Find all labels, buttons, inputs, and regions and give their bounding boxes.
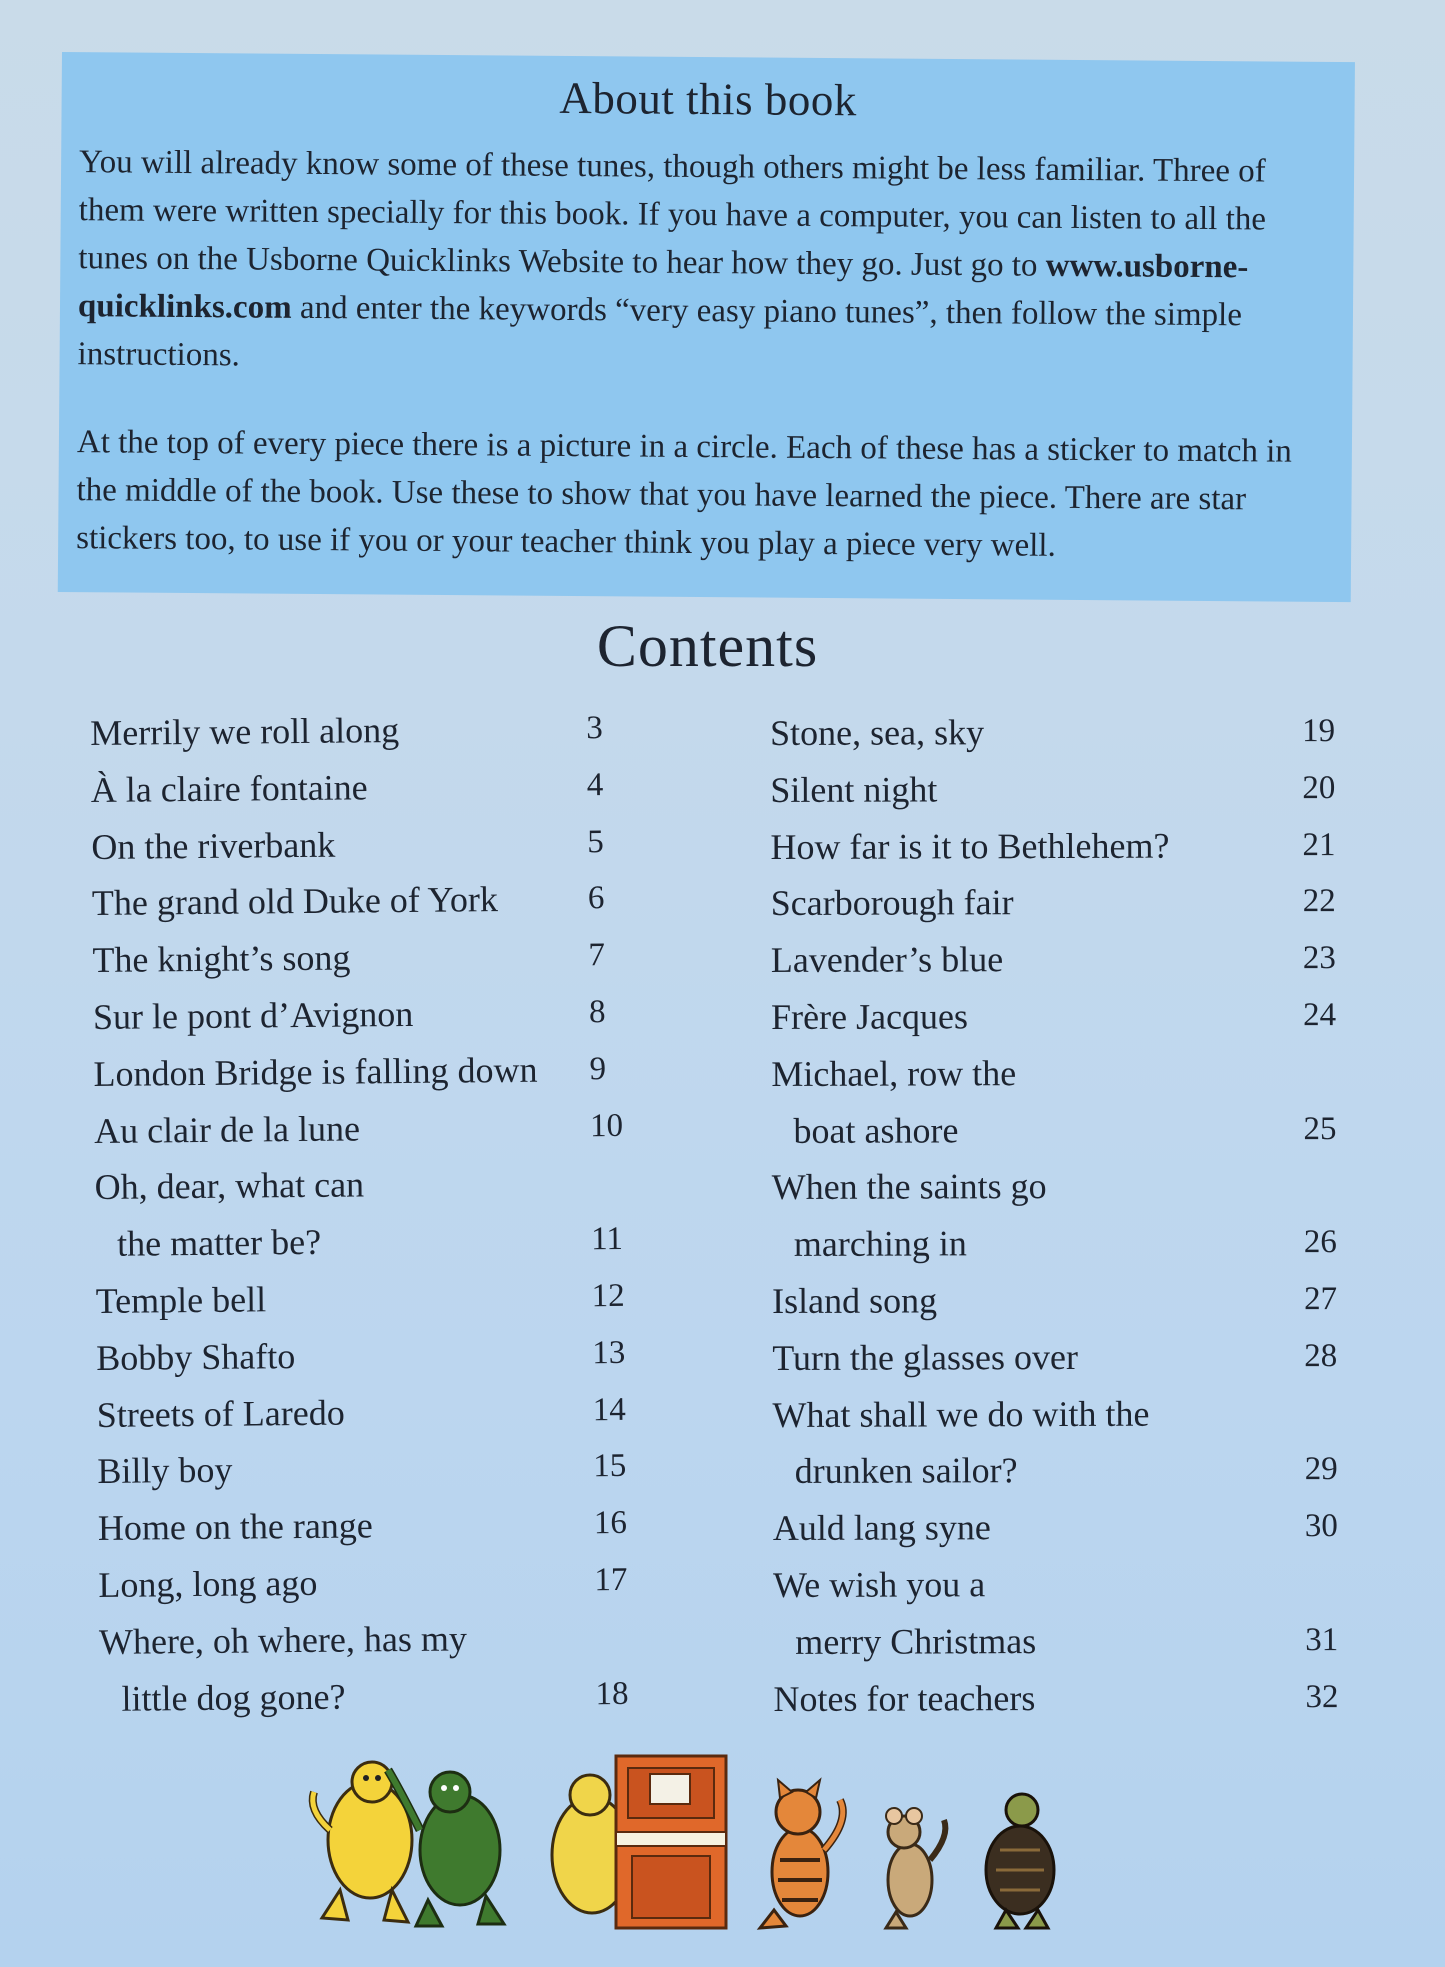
entry-title: Michael, row the (771, 1052, 1017, 1094)
entry-title: Silent night (770, 769, 938, 810)
entry-title: Temple bell (95, 1279, 267, 1321)
cat-icon (760, 1780, 843, 1928)
contents-entry (771, 987, 1336, 1046)
entry-page-number: 24 (1303, 997, 1337, 1034)
entry-title: Frère Jacques (771, 996, 969, 1037)
entry-title: London Bridge is falling down (93, 1049, 538, 1094)
entry-page-number: 13 (592, 1334, 626, 1371)
contents-entry (92, 870, 653, 932)
contents-entry (91, 756, 652, 818)
contents-entry (92, 927, 653, 989)
contents-title: Contents (596, 613, 819, 679)
about-paragraph-1-start: You will already know some of these tunes, though others might be less familiar. Three of them were written specially for this book. If you have a computer, you can listen to all the tunes on the Usborne Quicklinks Website to hear how they go. Just go to (78, 144, 1267, 284)
entry-title: Sur le pont d’Avignon (92, 993, 414, 1037)
entry-title: Lavender’s blue (770, 939, 1004, 981)
contents-entry (771, 930, 1336, 989)
entry-page-number: 19 (1302, 713, 1336, 750)
contents-entry (90, 700, 651, 762)
contents-entry (97, 1438, 658, 1500)
entry-page-number: 29 (1304, 1451, 1338, 1488)
entry-title-continued: merry Christmas (795, 1620, 1037, 1662)
contents-entry (771, 873, 1336, 932)
entry-page-number: 12 (591, 1277, 625, 1315)
entry-page-number: 28 (1304, 1337, 1338, 1374)
entry-title: Au clair de la lune (93, 1108, 361, 1151)
contents-entry (98, 1552, 659, 1614)
entry-page-number: 14 (592, 1391, 626, 1428)
contents-entry (91, 813, 652, 875)
entry-page-number: 20 (1302, 769, 1336, 806)
entry-page-number: 18 (595, 1675, 629, 1712)
about-paragraph-2: At the top of every piece there is a picture in a circle. Each of these has a sticker to match in the middle of the book. Use these to show that you have learned the piece. There are star stickers too, to use if you or your teacher think you play a piece very well. (76, 424, 1293, 564)
contents-entry (94, 1097, 655, 1159)
entry-page-number: 27 (1304, 1280, 1338, 1318)
contents-column-right (770, 703, 1339, 1727)
contents-entry (772, 1157, 1337, 1273)
entry-page-number: 26 (1303, 1224, 1337, 1261)
entry-title-continued: boat ashore (793, 1109, 959, 1151)
entry-page-number: 32 (1305, 1678, 1339, 1715)
contents-entry (772, 1328, 1337, 1387)
contents-entry (771, 1044, 1336, 1160)
entry-title: The grand old Duke of York (91, 879, 499, 924)
entry-title: Notes for teachers (773, 1677, 1036, 1719)
about-paragraph-1 (77, 138, 1336, 388)
contents-entry (770, 817, 1335, 876)
entry-page-number: 15 (593, 1448, 627, 1485)
entry-title-continued: marching in (793, 1223, 967, 1265)
tortoise-icon (986, 1794, 1054, 1928)
entry-title: What shall we do with the (772, 1393, 1150, 1435)
contents-entry (772, 1271, 1337, 1330)
entry-page-number: 10 (589, 1107, 624, 1144)
contents-entry (96, 1324, 657, 1386)
contents-entry (94, 1154, 655, 1273)
entry-page-number: 6 (587, 880, 605, 917)
entry-title: Streets of Laredo (96, 1392, 345, 1435)
entry-title: Auld lang syne (772, 1507, 991, 1549)
mouse-icon (886, 1808, 945, 1928)
entry-title: Home on the range (97, 1505, 373, 1549)
about-box (58, 52, 1355, 602)
contents-entry (770, 760, 1335, 819)
contents-entry (97, 1381, 658, 1443)
entry-title: Oh, dear, what can (94, 1164, 365, 1208)
entry-page-number: 22 (1302, 883, 1336, 920)
entry-title: We wish you a (773, 1564, 986, 1605)
quicklinks-url: www.usborne-quicklinks.com (77, 247, 1249, 326)
entry-page-number: 23 (1302, 940, 1336, 977)
entry-page-number: 31 (1305, 1621, 1339, 1658)
entry-title: Island song (772, 1280, 938, 1321)
contents-column-left (90, 700, 660, 1728)
entry-title: Turn the glasses over (772, 1336, 1079, 1378)
entry-title: How far is it to Bethlehem? (770, 825, 1170, 867)
about-paragraph-1-end: and enter the keywords “very easy piano tunes”, then follow the simple instructions. (77, 289, 1243, 374)
entry-page-number: 25 (1303, 1110, 1337, 1147)
entry-page-number: 21 (1302, 826, 1336, 863)
entry-title: Bobby Shafto (96, 1335, 296, 1378)
characters-illustration (300, 1740, 1120, 1940)
entry-title: Scarborough fair (770, 882, 1014, 924)
entry-page-number: 4 (586, 766, 604, 804)
entry-page-number: 16 (593, 1505, 628, 1542)
entry-page-number: 17 (594, 1561, 628, 1599)
entry-title: Where, oh where, has my (98, 1618, 468, 1662)
entry-title: À la claire fontaine (90, 767, 368, 810)
contents-entry (770, 703, 1335, 762)
entry-title: Stone, sea, sky (770, 712, 985, 753)
entry-title: Merrily we roll along (90, 710, 400, 753)
entry-title: The knight’s song (92, 937, 351, 981)
contents-entry (773, 1555, 1338, 1671)
piano-player-icon (552, 1756, 726, 1928)
entry-title: When the saints go (771, 1166, 1047, 1208)
entry-page-number: 7 (588, 937, 606, 974)
contents-entry (772, 1385, 1337, 1501)
contents-entry (95, 1268, 656, 1330)
entry-page-number: 30 (1304, 1508, 1338, 1545)
contents-entry (93, 984, 654, 1046)
entry-title-continued: the matter be? (116, 1221, 322, 1264)
entry-title: Long, long ago (98, 1562, 318, 1605)
contents-entry (773, 1498, 1338, 1557)
entry-page-number: 11 (590, 1221, 624, 1258)
entry-page-number: 9 (589, 1050, 607, 1088)
contents-entry (773, 1669, 1338, 1728)
entry-page-number: 5 (587, 823, 605, 860)
entry-title-continued: drunken sailor? (794, 1450, 1018, 1492)
about-title: About this book (559, 72, 858, 126)
entry-page-number: 8 (588, 994, 606, 1031)
entry-title: On the riverbank (91, 824, 336, 867)
contents-entry (99, 1608, 660, 1727)
entry-page-number: 3 (586, 710, 603, 747)
entry-title-continued: little dog gone? (121, 1676, 346, 1719)
contents-entry (98, 1495, 659, 1557)
entry-title: Billy boy (97, 1450, 233, 1492)
contents-entry (93, 1040, 654, 1102)
